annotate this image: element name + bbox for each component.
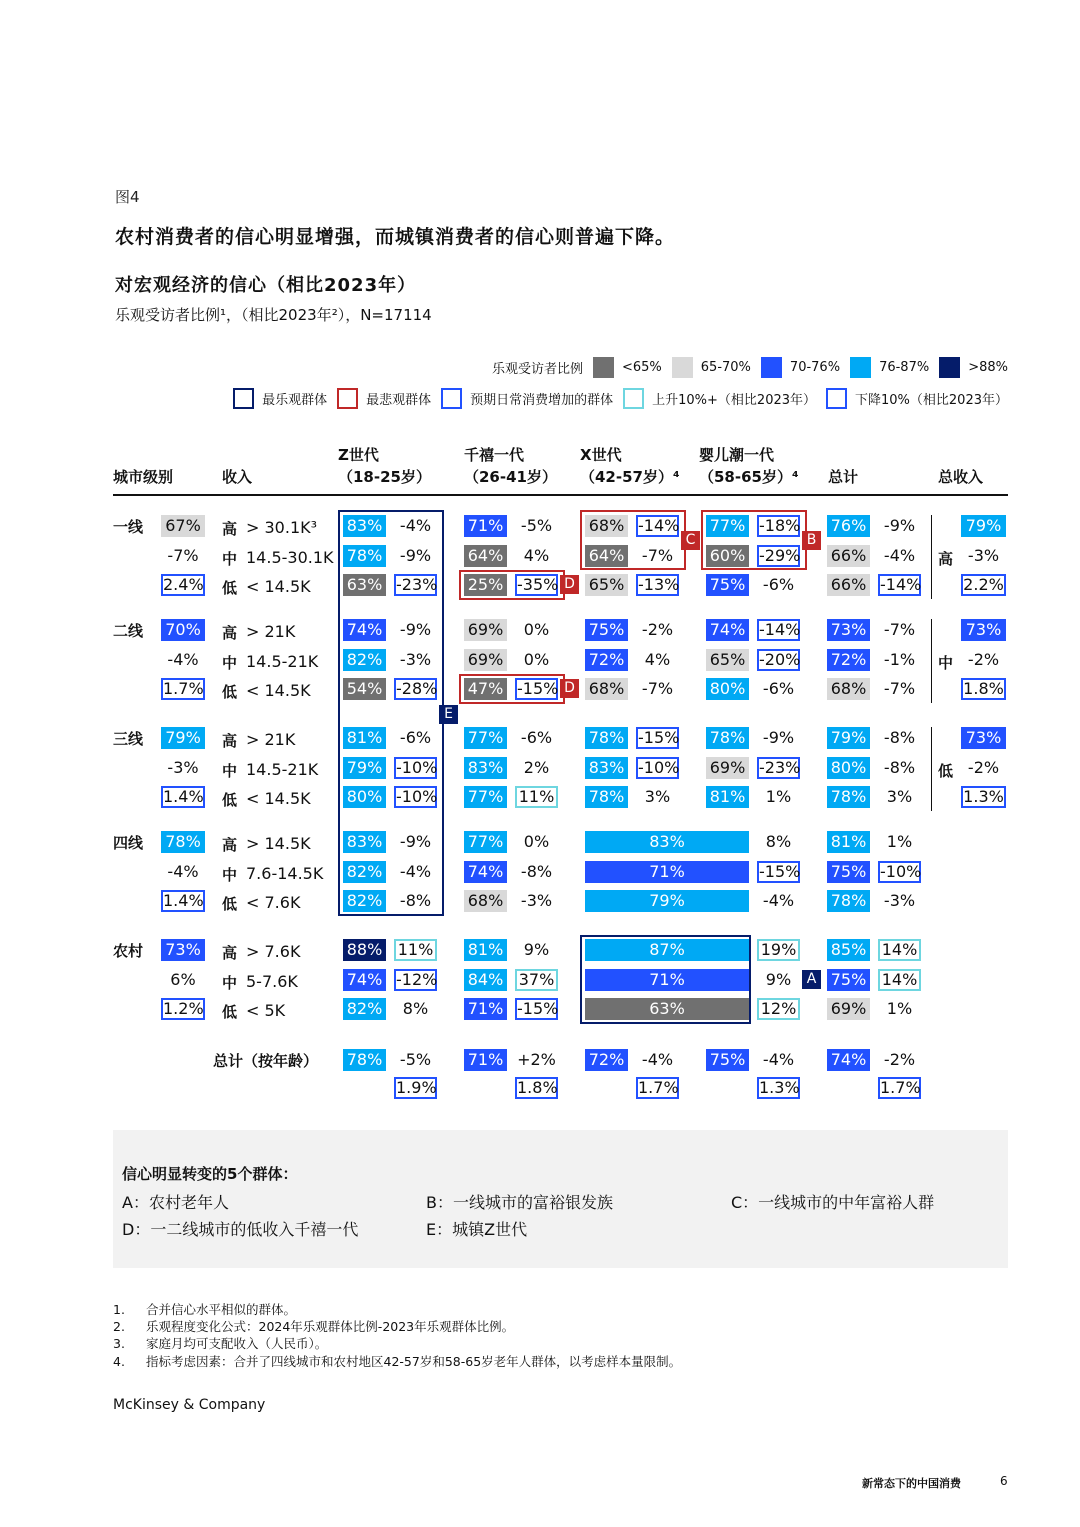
legend-scale-5: >88% [968,360,1008,375]
cell-change: -8% [399,891,432,910]
income-band-label: < 14.5K [246,681,311,700]
col-header-gen-x-name: X世代 [580,446,622,464]
income-level-label: 低 [222,791,238,809]
total-age-change: -5% [399,1050,432,1069]
cell-change: -6% [399,728,432,747]
total-age-change: -4% [641,1050,674,1069]
col-header-millennial-name: 千禧一代 [464,446,525,464]
callout-a: A [802,970,821,989]
cell-pct: 71% [464,998,507,1020]
totals-by-age-label: 总计（按年龄） [213,1052,319,1070]
cell-pct: 82% [343,998,386,1020]
cell-pct: 80% [827,757,870,779]
cell-change: -8% [883,757,916,777]
cell-change: -9% [399,620,432,639]
income-band-label: 7.6-14.5K [246,863,324,883]
cell-pct: 80% [706,678,749,700]
income-level-label: 低 [222,895,238,913]
group-b-box [701,510,807,570]
cell-pct: 68% [585,515,628,537]
total-income-level: 高 [938,550,954,568]
cell-change: -9% [399,832,432,851]
total-income-pct: 73% [961,619,1006,641]
chart-subline: 乐观受访者比例¹，（相比2023年²），N=17114 [115,306,432,324]
income-level-label: 低 [222,683,238,701]
footnote-1 [113,1300,296,1318]
tier-spend-increase: 2.4% [163,575,204,594]
cell-change: 0% [523,649,550,669]
cell-pct: 72% [827,649,870,671]
col-header-total: 总计 [828,468,859,486]
cell-change: -7% [641,679,674,698]
col-header-millennial-age: （26-41岁） [464,468,557,486]
tier-spend-increase: 1.7% [163,679,204,698]
cell-change: -2% [641,620,674,639]
cell-change: 3% [886,787,913,806]
page-number: 6 [1000,1474,1008,1488]
income-level-label: 低 [222,1003,238,1021]
cell-pct: 75% [827,861,870,883]
chart-title: 对宏观经济的信心（相比2023年） [115,275,417,296]
total-income-bracket [931,619,932,703]
tier-spend-increase: 1.2% [163,999,204,1018]
cell-change: -4% [883,545,916,565]
tier-label: 三线 [113,730,144,748]
cell-pct: 82% [343,861,386,883]
cell-change: -15% [638,728,680,747]
cell-pct: 79% [343,757,386,779]
cell-pct: 83% [343,515,386,537]
total-age-pct: 75% [706,1049,749,1071]
headline: 农村消费者的信心明显增强，而城镇消费者的信心则普遍下降。 [115,226,676,248]
income-level-label: 高 [222,944,238,962]
col-header-total-income: 总收入 [938,468,984,486]
cell-change: -14% [880,575,922,594]
cell-pct: 78% [706,727,749,749]
cell-pct: 74% [464,861,507,883]
total-age-spend: 1.7% [638,1078,679,1097]
cell-pct: 69% [706,757,749,779]
tier-spend-increase: 1.4% [163,891,204,910]
footnote-3-text: 家庭月均可支配收入（人民币）。 [146,1336,328,1351]
cell-change: 9% [523,940,550,959]
cell-change: -15% [517,999,559,1018]
cell-pct: 78% [827,890,870,912]
cell-change: -28% [396,679,438,698]
tier-label: 四线 [113,834,144,852]
cell-change: 8% [402,999,429,1018]
report-name: 新常态下的中国消费 [862,1477,961,1490]
cell-change: -4% [399,516,432,535]
cell-pct: 78% [827,786,870,808]
cell-change: -6% [762,679,795,698]
tier-change: 6% [170,969,196,989]
total-income-spend: 1.8% [961,678,1006,700]
cell-change: -3% [399,649,432,669]
col-header-gen-x-age: （42-57岁）⁴ [580,468,680,486]
total-income-bracket [931,515,932,599]
note-e: E：城镇Z世代 [426,1220,528,1239]
cell-change: -5% [520,516,553,535]
tier-change: -4% [167,649,199,669]
cell-change: -12% [396,969,438,989]
tier-optimism-pct: 73% [161,939,205,961]
cell-pct: 65% [706,649,749,671]
cell-change: -3% [883,891,916,910]
cell-change: 0% [523,620,550,639]
cell-change: 4% [523,545,550,565]
col-header-income: 收入 [222,468,253,486]
cell-pct: 72% [585,649,628,671]
cell-pct: 68% [827,678,870,700]
footnote-2 [113,1317,514,1335]
callout-c: C [681,531,700,550]
legend-box-label-1: 最乐观群体 [262,393,328,408]
cell-change: -23% [759,757,801,777]
cell-pct: 64% [464,545,507,567]
total-age-spend: 1.7% [880,1078,921,1097]
footnote-2-text: 乐观程度变化公式：2024年乐观群体比例-2023年乐观群体比例。 [146,1319,515,1334]
cell-change: -8% [883,728,916,747]
figure-label: 图4 [115,188,140,206]
cell-change: 0% [523,832,550,851]
total-income-pct: 73% [961,727,1006,749]
cell-pct: 78% [585,786,628,808]
cell-change: 37% [515,969,558,991]
income-band-label: < 14.5K [246,789,311,808]
legend-box-label-4: 上升10%+（相比2023年） [652,393,817,408]
income-band-label: < 5K [246,1001,286,1020]
cell-change: 3% [644,787,671,806]
tier-optimism-pct: 70% [161,619,205,641]
cell-change: 14% [878,969,921,991]
cell-change: -6% [520,728,553,747]
cell-pct: 71% [585,861,749,883]
total-income-spend: 1.3% [961,786,1006,808]
footnote-4-text: 指标考虑因素：合并了四线城市和农村地区42-57岁和58-65岁老年人群体，以考虑样本量限制。 [146,1354,682,1369]
cell-pct: 83% [464,757,507,779]
income-level-label: 中 [222,973,238,992]
income-band-label: 5-7.6K [246,971,298,991]
cell-change: -8% [520,861,553,881]
col-header-city: 城市级别 [113,468,174,486]
total-age-pct: 74% [827,1049,870,1071]
col-header-gen-z-age: （18-25岁） [338,468,431,486]
note-b: B：一线城市的富裕银发族 [426,1193,613,1212]
group-a-box [580,935,751,1024]
cell-change: 14% [878,939,921,961]
income-level-label: 低 [222,579,238,597]
cell-change: -7% [883,620,916,639]
footnote-3-number: 3. [113,1336,125,1351]
callout-d-tier1: D [560,575,579,594]
cell-pct: 65% [585,574,628,596]
income-band-label: < 14.5K [246,577,311,596]
cell-pct: 81% [706,786,749,808]
cell-pct: 77% [706,515,749,537]
income-level-label: 高 [222,732,238,750]
col-header-boomer-name: 婴儿潮一代 [699,446,775,464]
callout-d-tier2: D [560,679,579,698]
cell-pct: 68% [585,678,628,700]
cell-pct: 83% [343,831,386,853]
cell-pct: 77% [464,831,507,853]
cell-pct: 84% [464,969,507,991]
tier-change: -3% [167,757,199,777]
income-band-label: < 7.6K [246,893,301,912]
cell-change: 1% [886,999,913,1018]
cell-pct: 25% [464,574,507,596]
cell-pct: 87% [585,939,749,961]
income-band-label: > 7.6K [246,942,301,961]
tier-label: 二线 [113,622,144,640]
total-income-change: -2% [967,649,1000,669]
income-band-label: > 21K [246,730,296,749]
cell-change: 8% [765,832,792,851]
tier-optimism-pct: 79% [161,727,205,749]
cell-change: 4% [644,649,671,669]
cell-pct: 69% [827,998,870,1020]
col-header-gen-z-name: Z世代 [338,446,379,464]
legend-scale-label: 乐观受访者比例 [491,362,583,377]
cell-pct: 63% [343,574,386,596]
legend-scale-1: <65% [621,360,662,375]
cell-pct: 71% [585,969,749,991]
income-band-label: 14.5-30.1K [246,547,334,567]
cell-change: -7% [883,679,916,698]
cell-pct: 66% [827,574,870,596]
cell-change: -4% [762,891,795,910]
cell-change: -10% [880,861,922,881]
legend-box-label-3: 预期日常消费增加的群体 [470,393,614,408]
cell-pct: 78% [343,545,386,567]
group-c-box [580,510,686,570]
tier-change: -7% [167,545,199,565]
tier-change: -4% [167,861,199,881]
note-c: C：一线城市的中年富裕人群 [731,1193,935,1212]
total-income-spend: 2.2% [961,574,1006,596]
cell-pct: 74% [706,619,749,641]
footnote-4-number: 4. [113,1354,125,1369]
tier-optimism-pct: 67% [161,515,205,537]
tier-optimism-pct: 78% [161,831,205,853]
income-level-label: 高 [222,836,238,854]
cell-pct: 47% [464,678,507,700]
footnote-1-text: 合并信心水平相似的群体。 [146,1302,297,1317]
cell-change: -10% [638,757,680,777]
cell-pct: 77% [464,786,507,808]
cell-change: -18% [759,516,801,535]
cell-pct: 76% [827,515,870,537]
cell-pct: 85% [827,939,870,961]
col-header-boomer-age: （58-65岁）⁴ [699,468,799,486]
group-d-box-tier2 [459,674,565,704]
cell-change: 11% [394,939,437,961]
cell-change: 12% [757,998,800,1020]
income-band-label: 14.5-21K [246,759,319,779]
cell-pct: 63% [585,998,749,1020]
footnote-4 [113,1352,681,1370]
footnote-3 [113,1334,327,1352]
total-income-bracket [931,727,932,811]
tier-spend-increase: 1.4% [163,787,204,806]
group-d-box-tier1 [459,570,565,600]
cell-pct: 82% [343,649,386,671]
total-age-change: -4% [762,1050,795,1069]
income-band-label: > 14.5K [246,834,311,853]
legend-scale-3: 70-76% [789,360,841,375]
cell-change: -14% [759,620,801,639]
cell-pct: 60% [706,545,749,567]
cell-change: 9% [765,969,792,989]
cell-pct: 64% [585,545,628,567]
cell-change: -1% [883,649,916,669]
total-income-pct: 79% [961,515,1006,537]
footnote-2-number: 2. [113,1319,125,1334]
cell-pct: 75% [706,574,749,596]
total-age-spend: 1.3% [759,1078,800,1097]
cell-pct: 54% [343,678,386,700]
legend-box-label-2: 最悲观群体 [366,393,432,408]
tier-label: 农村 [113,942,144,960]
total-age-pct: 78% [343,1049,386,1071]
income-level-label: 中 [222,761,238,780]
cell-change: -3% [520,891,553,910]
cell-pct: 69% [464,649,507,671]
cell-change: -13% [638,575,680,594]
total-income-level: 中 [938,654,954,672]
cell-pct: 75% [585,619,628,641]
footnote-1-number: 1. [113,1302,125,1317]
cell-change: -23% [396,575,438,594]
cell-change: -4% [399,861,432,881]
cell-change: -7% [641,545,674,565]
cell-change: -29% [759,545,801,565]
total-age-spend: 1.8% [517,1078,558,1097]
cell-pct: 75% [827,969,870,991]
cell-change: -9% [762,728,795,747]
legend-scale-4: 76-87% [879,360,930,375]
cell-change: -20% [759,649,801,669]
cell-change: -15% [517,679,559,698]
cell-pct: 83% [585,831,749,853]
cell-change: -10% [396,757,438,777]
cell-pct: 66% [827,545,870,567]
cell-change: 11% [515,786,558,808]
cell-pct: 78% [585,727,628,749]
total-age-spend: 1.9% [396,1078,437,1097]
cell-pct: 71% [464,515,507,537]
income-level-label: 中 [222,865,238,884]
cell-pct: 88% [343,939,386,961]
cell-change: -14% [638,516,680,535]
cell-pct: 69% [464,619,507,641]
income-level-label: 中 [222,653,238,672]
cell-change: 19% [757,939,800,961]
income-band-label: 14.5-21K [246,651,319,671]
callout-b: B [802,531,821,550]
cell-pct: 79% [827,727,870,749]
total-age-change: +2% [517,1050,556,1069]
cell-change: -9% [399,545,432,565]
cell-change: 2% [523,757,550,777]
cell-change: -35% [517,575,559,594]
legend-scale-2: 65-70% [700,360,751,375]
cell-pct: 68% [464,890,507,912]
cell-pct: 81% [827,831,870,853]
cell-change: -6% [762,575,795,594]
total-income-change: -3% [967,545,1000,565]
cell-change: 1% [886,832,913,851]
group-e-box [338,510,444,916]
cell-pct: 77% [464,727,507,749]
total-income-change: -2% [967,757,1000,777]
cell-pct: 81% [464,939,507,961]
cell-change: -10% [396,787,438,806]
tier-label: 一线 [113,518,144,536]
note-a: A：农村老年人 [122,1193,229,1212]
callout-e: E [439,705,458,724]
cell-pct: 82% [343,890,386,912]
cell-pct: 74% [343,619,386,641]
cell-pct: 73% [827,619,870,641]
total-age-pct: 71% [464,1049,507,1071]
income-level-label: 高 [222,520,238,538]
cell-change: 1% [765,787,792,806]
cell-pct: 79% [585,890,749,912]
total-age-pct: 72% [585,1049,628,1071]
brand-name: McKinsey & Company [113,1397,266,1413]
cell-pct: 83% [585,757,628,779]
cell-pct: 74% [343,969,386,991]
income-level-label: 高 [222,624,238,642]
income-level-label: 中 [222,549,238,568]
total-income-level: 低 [938,762,954,780]
cell-pct: 81% [343,727,386,749]
cell-change: -15% [759,861,801,881]
notes-title: 信心明显转变的5个群体： [122,1165,298,1183]
total-age-change: -2% [883,1050,916,1069]
note-d: D：一二线城市的低收入千禧一代 [122,1220,359,1239]
cell-pct: 80% [343,786,386,808]
income-band-label: > 21K [246,622,296,641]
cell-change: -9% [883,516,916,535]
legend-box-label-5: 下降10%（相比2023年） [855,393,1008,408]
income-band-label: > 30.1K³ [246,518,318,537]
